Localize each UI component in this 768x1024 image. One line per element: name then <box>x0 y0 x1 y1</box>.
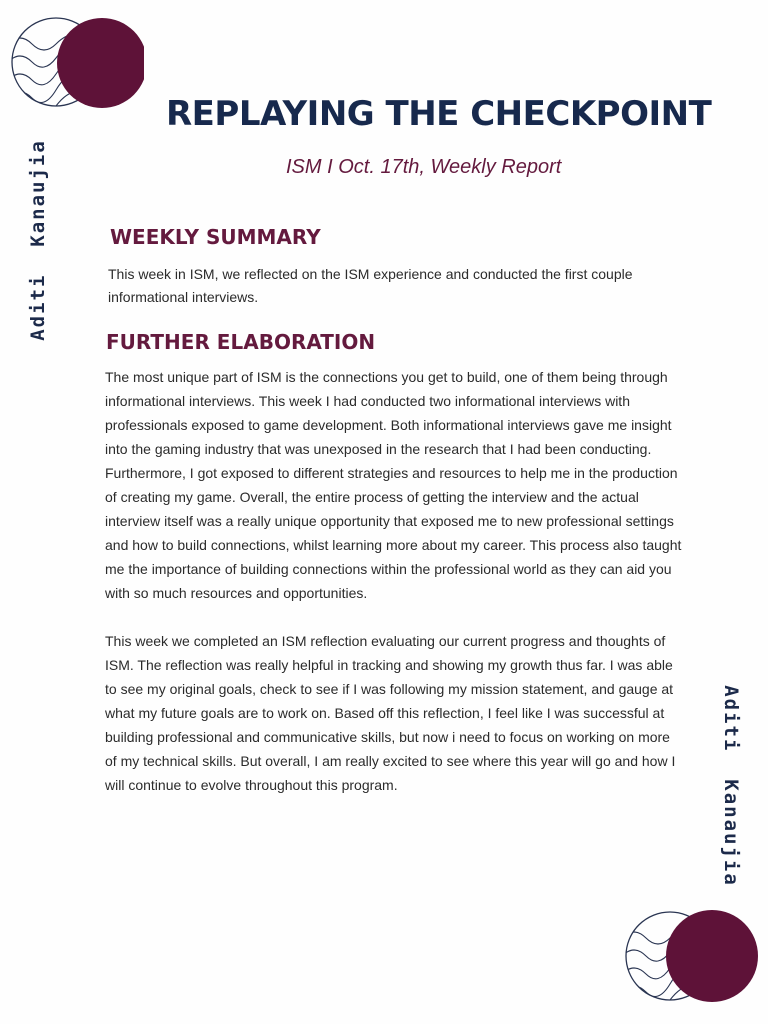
weekly-summary-heading: WEEKLY SUMMARY <box>110 225 321 249</box>
weekly-summary-text: This week in ISM, we reflected on the ISM experience and conducted the first couple informational interviews. <box>108 266 633 305</box>
author-name-vertical-right: Aditi Kanaujia <box>720 685 742 887</box>
elaboration-paragraph-2: This week we completed an ISM reflection evaluating our current progress and thoughts of ISM. The reflection was really helpful in tracking and showing my growth thus far. I was able to see my original goals, check to see if I was following my mission statement, and gauge at what my future goals are to work on. Based off this reflection, I feel like I was successful at building professional and communicative skills, but now i need to focus on working on more of my technical skills. But overall, I am really excited to see where this year will go and how I will continue to evolve throughout this program. <box>105 633 676 793</box>
further-elaboration-heading: FURTHER ELABORATION <box>106 330 376 354</box>
elaboration-paragraph-1: The most unique part of ISM is the connections you get to build, one of them being through informational interviews. This week I had conducted two informational interviews with professionals exposed to game development. Both informational interviews gave me insight into the gaming industry that was unexposed in the research that I had been conducting. Furthermore, I got exposed to different strategies and resources to help me in the production of creating my game. Overall, the entire process of getting the interview and the actual interview itself was a really unique opportunity that exposed me to new professional settings and how to build connections, whilst learning more about my career. This process also taught me the importance of building connections within the professional world as they can aid you with so much resources and opportunities. <box>105 369 682 601</box>
page-title: REPLAYING THE CHECKPOINT <box>166 94 712 134</box>
page-subtitle: ISM I Oct. 17th, Weekly Report <box>286 156 562 178</box>
author-name-vertical-left: Aditi Kanaujia <box>27 139 49 341</box>
circles-wave-decoration-icon <box>622 908 758 1006</box>
circles-wave-decoration-icon <box>8 14 144 112</box>
